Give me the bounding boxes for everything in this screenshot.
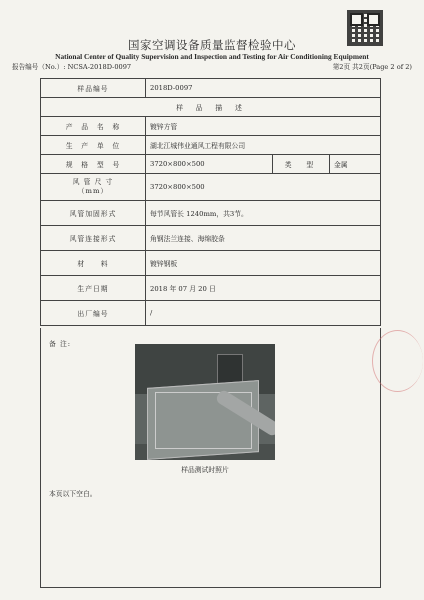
report-number: 报告编号（No.）: NCSA-2018D-0097 (12, 63, 132, 71)
reinforce-label: 风管加固形式 (41, 201, 146, 226)
manufacturer-label: 生 产 单 位 (41, 136, 146, 155)
page-number: 第2页 共2页(Page 2 of 2) (332, 63, 412, 71)
spec-value: 3720×800×500 (146, 155, 273, 174)
table-row (41, 117, 381, 136)
type-label: 类 型 (273, 155, 330, 174)
official-seal (372, 330, 423, 392)
material-label: 材 料 (41, 251, 146, 276)
table-row (41, 98, 381, 117)
blank-below-note: 本页以下空白。 (49, 490, 97, 498)
table-row (41, 155, 381, 174)
product-name-label: 产 品 名 称 (41, 117, 146, 136)
table-row (41, 226, 381, 251)
spec-label: 规 格 型 号 (41, 155, 146, 174)
duct-size-label (41, 174, 146, 201)
sample-no-value: 2018D-0097 (146, 79, 381, 98)
production-date-label: 生产日期 (41, 276, 146, 301)
duct-size-label-text: 风 管 尺 寸 (72, 178, 114, 186)
table-row (41, 79, 381, 98)
photo-caption: 样品测试时照片 (181, 466, 229, 474)
sample-info-table (40, 78, 381, 326)
reinforce-value: 每节风管长 1240mm，共3节。 (146, 201, 381, 226)
table-row (41, 276, 381, 301)
notes-label: 备 注: (49, 340, 72, 348)
serial-no-label: 出厂编号 (41, 301, 146, 326)
table-row (41, 174, 381, 201)
center-title-en: National Center of Quality Supervision and Inspection and Testing for Air Conditioning Equipment (55, 52, 369, 61)
center-title-cn: 国家空调设备质量监督检验中心 (128, 38, 296, 52)
serial-no-value: / (146, 301, 381, 326)
table-row (41, 136, 381, 155)
connect-value: 角钢法兰连接、海绵胶条 (146, 226, 381, 251)
notes-section (40, 328, 381, 588)
manufacturer-value: 湖北江城伟业通风工程有限公司 (146, 136, 381, 155)
table-row (41, 251, 381, 276)
product-name-value: 镀锌方管 (146, 117, 381, 136)
sample-description-heading: 样 品 描 述 (41, 98, 381, 117)
production-date-value: 2018 年 07 月 20 日 (146, 276, 381, 301)
table-row (41, 301, 381, 326)
type-value: 金属 (330, 155, 381, 174)
duct-size-unit: （mm） (77, 187, 109, 195)
duct-size-value: 3720×800×500 (146, 174, 381, 201)
connect-label: 风管连接形式 (41, 226, 146, 251)
sample-no-label: 样品编号 (41, 79, 146, 98)
table-row (41, 201, 381, 226)
sample-test-photo (135, 344, 275, 460)
material-value: 镀锌钢板 (146, 251, 381, 276)
